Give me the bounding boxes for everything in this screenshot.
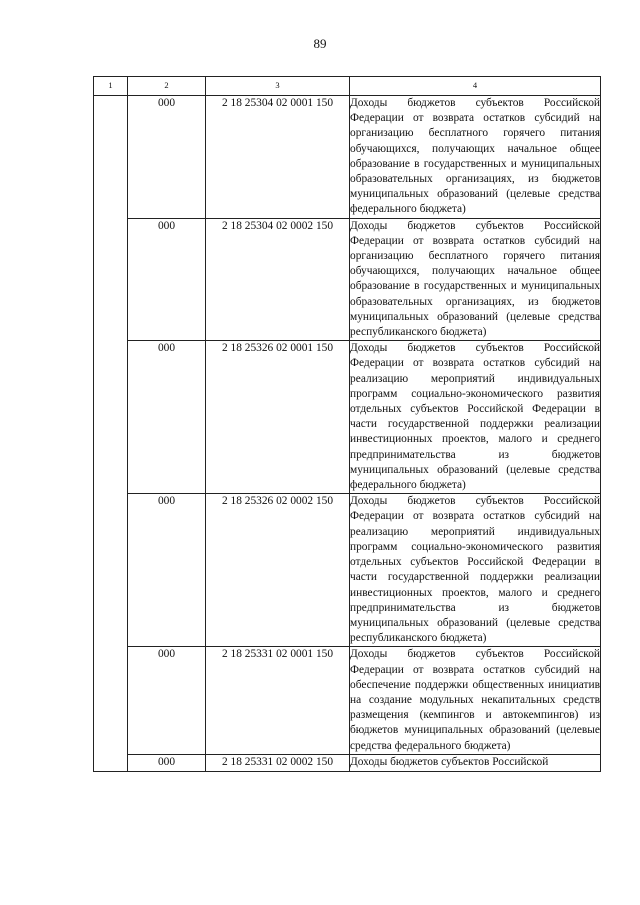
table-row: [94, 96, 601, 219]
admin-code: 000: [128, 494, 206, 647]
header-cell-3: 3: [206, 77, 350, 96]
table-row: [94, 341, 601, 494]
budget-classification-code: 2 18 25304 02 0002 150: [206, 218, 350, 341]
header-cell-1: 1: [94, 77, 128, 96]
budget-classification-code: 2 18 25326 02 0001 150: [206, 341, 350, 494]
revenue-description: Доходы бюджетов субъектов Российской Федерации от возврата остатков субсидий на реализацию мероприятий индивидуальных программ социально-экономического развития отдельных субъектов Российской Федерации в части государственной поддержки реализации инвестиционных проектов, малого и среднего предпринимательства из бюджетов муниципальных образований (целевые средства республиканского бюджета): [350, 494, 601, 647]
admin-code: 000: [128, 218, 206, 341]
budget-classification-code: 2 18 25304 02 0001 150: [206, 96, 350, 219]
table-row: [94, 647, 601, 754]
table-header-row: [94, 77, 601, 96]
group-cell-empty: [94, 96, 128, 772]
budget-classification-code: 2 18 25331 02 0002 150: [206, 754, 350, 771]
header-cell-4: 4: [350, 77, 601, 96]
revenue-description: Доходы бюджетов субъектов Российской Федерации от возврата остатков субсидий на организацию бесплатного горячего питания обучающихся, получающих начальное общее образование в государственных и муниципальных образовательных организациях, из бюджетов муниципальных образований (целевые средства республиканского бюджета): [350, 218, 601, 341]
admin-code: 000: [128, 647, 206, 754]
budget-classification-code: 2 18 25331 02 0001 150: [206, 647, 350, 754]
budget-revenue-table: [93, 76, 601, 772]
table-row: [94, 754, 601, 771]
header-cell-2: 2: [128, 77, 206, 96]
revenue-description: Доходы бюджетов субъектов Российской Федерации от возврата остатков субсидий на обеспечение поддержки общественных инициатив на создание модульных некапитальных средств размещения (кемпингов и автокемпингов) из бюджетов муниципальных образований (целевые средства федерального бюджета): [350, 647, 601, 754]
revenue-description: Доходы бюджетов субъектов Российской: [350, 754, 601, 771]
admin-code: 000: [128, 341, 206, 494]
admin-code: 000: [128, 754, 206, 771]
revenue-description: Доходы бюджетов субъектов Российской Федерации от возврата остатков субсидий на организацию бесплатного горячего питания обучающихся, получающих начальное общее образование в государственных и муниципальных образовательных организациях, из бюджетов муниципальных образований (целевые средства федерального бюджета): [350, 96, 601, 219]
table-row: [94, 218, 601, 341]
budget-classification-code: 2 18 25326 02 0002 150: [206, 494, 350, 647]
admin-code: 000: [128, 96, 206, 219]
revenue-description: Доходы бюджетов субъектов Российской Федерации от возврата остатков субсидий на реализацию мероприятий индивидуальных программ социально-экономического развития отдельных субъектов Российской Федерации в части государственной поддержки реализации инвестиционных проектов, малого и среднего предпринимательства из бюджетов муниципальных образований (целевые средства федерального бюджета): [350, 341, 601, 494]
table-row: [94, 494, 601, 647]
page-number: 89: [313, 36, 327, 51]
